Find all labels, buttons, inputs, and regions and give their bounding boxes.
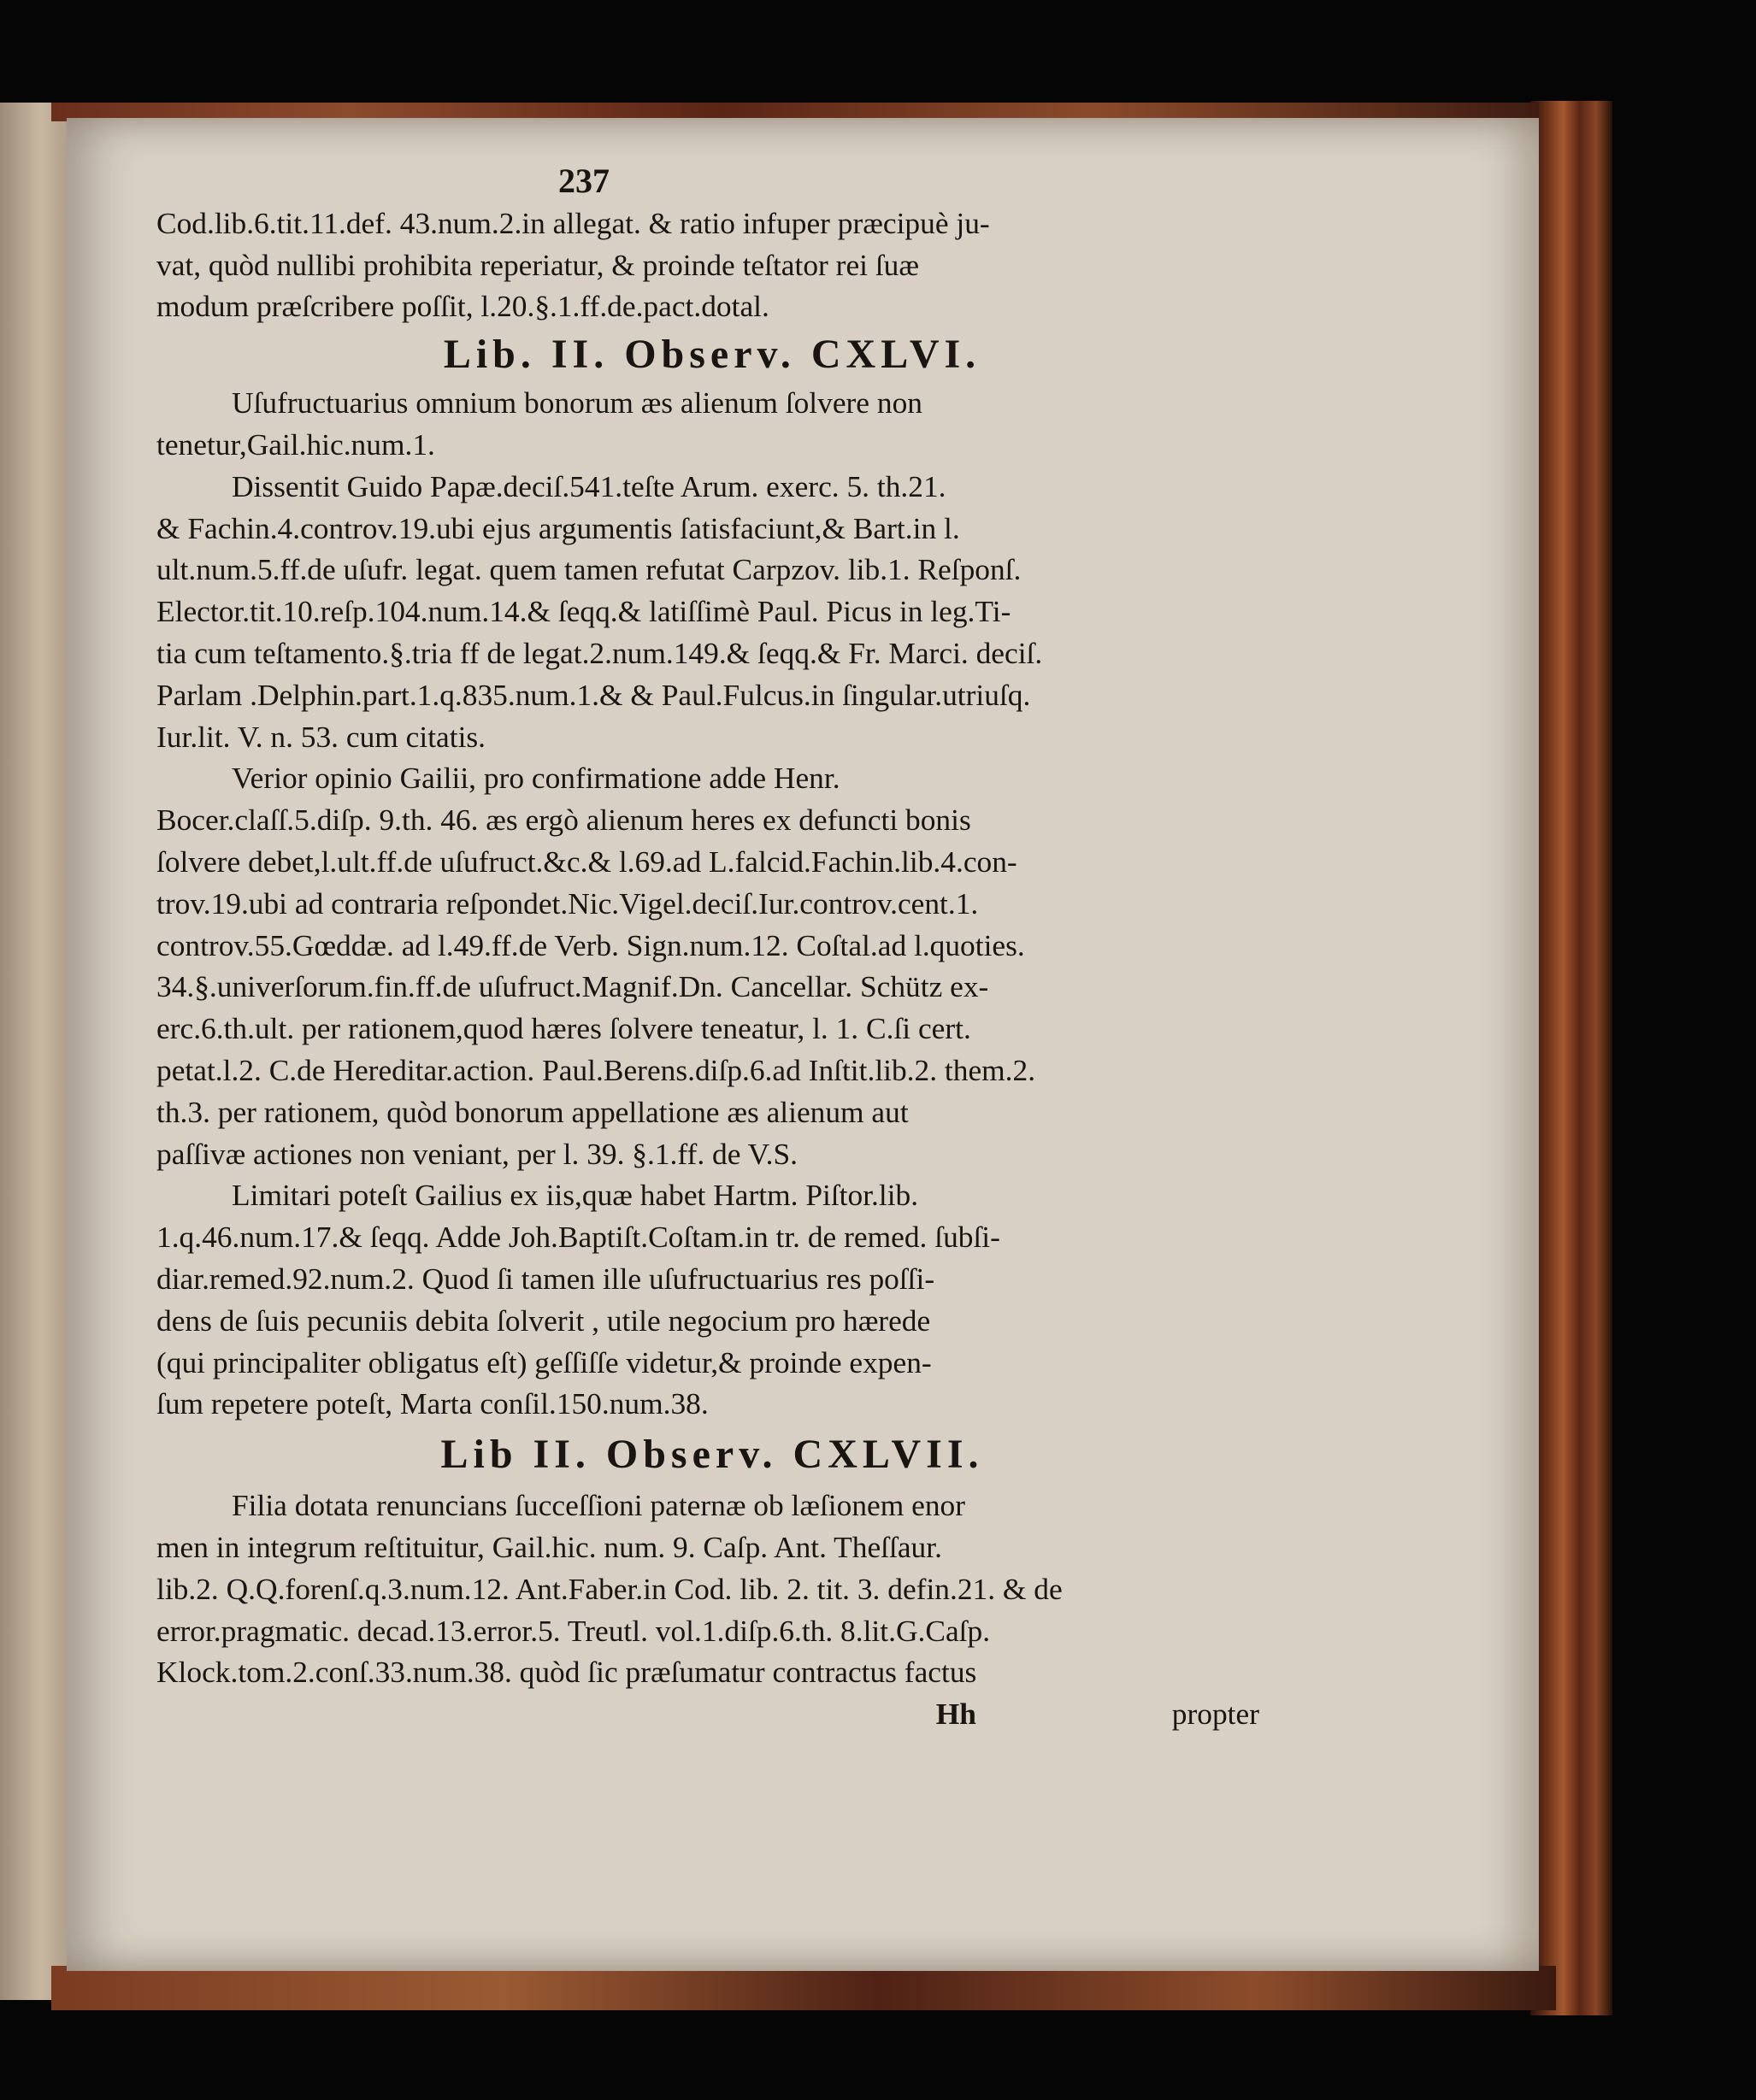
footer-line <box>156 1693 1268 1735</box>
text-line: Bocer.claſſ.5.diſp. 9.th. 46. æs ergò alienum heres ex defuncti bonis <box>156 803 971 838</box>
text-line: paſſivæ actiones non veniant, per l. 39. §.1.ff. de V.S. <box>156 1136 798 1171</box>
text-line: & Fachin.4.controv.19.ubi ejus argumentis ſatisfaciunt,& Bart.in l. <box>156 510 960 545</box>
left-page-edge <box>0 103 67 2000</box>
text-line: error.pragmatic. decad.13.error.5. Treutl. vol.1.diſp.6.th. 8.lit.G.Caſp. <box>156 1613 991 1648</box>
text-line: diar.remed.92.num.2. Quod ſi tamen ille uſufructuarius res poſſi- <box>156 1261 935 1296</box>
text-line: ſolvere debet,l.ult.ff.de uſufruct.&c.& l.69.ad L.falcid.Fachin.lib.4.con- <box>156 844 1017 879</box>
section-heading: Lib. II. Observ. CXLVI. <box>443 332 981 378</box>
catchword: propter <box>1171 1697 1259 1732</box>
text-line: dens de ſuis pecuniis debita ſolverit , utile negocium pro hærede <box>156 1303 931 1338</box>
text-line: Cod.lib.6.tit.11.def. 43.num.2.in allegat. & ratio infuper præcipuè ju- <box>156 205 990 240</box>
text-line: erc.6.th.ult. per rationem,quod hæres ſolvere teneatur, l. 1. C.ſi cert. <box>156 1011 971 1046</box>
text-line: trov.19.ubi ad contraria reſpondet.Nic.Vigel.deciſ.Iur.controv.cent.1. <box>156 885 979 921</box>
text-line: ſum repetere poteſt, Marta conſil.150.num.38. <box>156 1386 709 1421</box>
text-line: th.3. per rationem, quòd bonorum appellatione æs alienum aut <box>156 1094 909 1129</box>
page-text <box>156 161 1268 1735</box>
page-number: 237 <box>558 162 610 200</box>
text-line: Verior opinio Gailii, pro confirmatione adde Henr. <box>232 761 840 796</box>
text-line: lib.2. Q.Q.forenſ.q.3.num.12. Ant.Faber.in Cod. lib. 2. tit. 3. defin.21. & de <box>156 1571 1063 1606</box>
text-line: Iur.lit. V. n. 53. cum citatis. <box>156 719 486 754</box>
signature-mark: Hh <box>935 1697 976 1732</box>
text-line: Uſufructuarius omnium bonorum æs alienum ſolvere non <box>232 385 922 421</box>
text-line: Filia dotata renuncians ſucceſſioni paternæ ob læſionem enor <box>232 1488 965 1523</box>
text-line: 34.§.univerſorum.fin.ff.de uſufruct.Magnif.Dn. Cancellar. Schütz ex- <box>156 969 989 1004</box>
text-line: men in integrum reſtituitur, Gail.hic. num. 9. Caſp. Ant. Theſſaur. <box>156 1529 942 1564</box>
text-line: Elector.tit.10.reſp.104.num.14.& ſeqq.& latiſſimè Paul. Picus in leg.Ti- <box>156 594 1011 629</box>
book-binding <box>1530 101 1612 2015</box>
section-heading: Lib II. Observ. CXLVII. <box>440 1432 984 1478</box>
text-line: 1.q.46.num.17.& ſeqq. Adde Joh.Baptiſt.Coſtam.in tr. de remed. ſubſi- <box>156 1220 1000 1255</box>
book-page <box>67 118 1539 1971</box>
text-line: tia cum teſtamento.§.tria ff de legat.2.num.149.& ſeqq.& Fr. Marci. deciſ. <box>156 635 1043 670</box>
text-line: (qui principaliter obligatus eſt) geſſiſſe videtur,& proinde expen- <box>156 1344 932 1379</box>
text-line: petat.l.2. C.de Hereditar.action. Paul.Berens.diſp.6.ad Inſtit.lib.2. them.2. <box>156 1052 1036 1087</box>
text-line: Dissentit Guido Papæ.deciſ.541.teſte Arum. exerc. 5. th.21. <box>232 468 946 503</box>
bottom-cover-edge <box>51 1966 1556 2010</box>
text-line: vat, quòd nullibi prohibita reperiatur, & proinde teſtator rei ſuæ <box>156 247 919 282</box>
text-line: tenetur,Gail.hic.num.1. <box>156 426 435 462</box>
text-line: modum præſcribere poſſit, l.20.§.1.ff.de.pact.dotal. <box>156 289 769 324</box>
text-line: ult.num.5.ff.de uſufr. legat. quem tamen refutat Carpzov. lib.1. Reſponſ. <box>156 552 1022 587</box>
text-line: controv.55.Gœddæ. ad l.49.ff.de Verb. Sign.num.12. Coſtal.ad l.quoties. <box>156 927 1025 962</box>
text-line: Limitari poteſt Gailius ex iis,quæ habet Hartm. Piſtor.lib. <box>232 1178 919 1213</box>
text-line: Parlam .Delphin.part.1.q.835.num.1.& & Paul.Fulcus.in ſingular.utriuſq. <box>156 677 1031 712</box>
text-line: Klock.tom.2.conſ.33.num.38. quòd ſic præſumatur contractus factus <box>156 1655 977 1690</box>
